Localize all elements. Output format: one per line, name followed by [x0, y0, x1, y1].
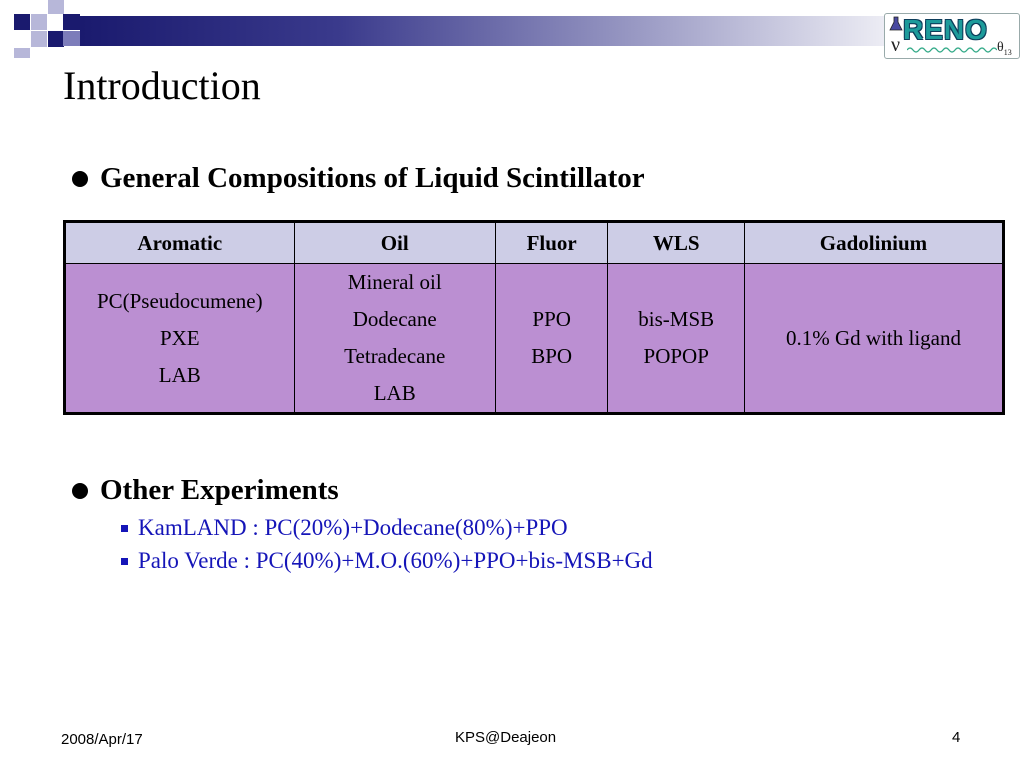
- cell-value: Mineral oil: [347, 270, 442, 294]
- slide-title: Introduction: [63, 63, 261, 108]
- experiment-palo-verde: Palo Verde : PC(40%)+M.O.(60%)+PPO+bis-MSB+Gd: [138, 548, 653, 573]
- bullet-dot-icon: [72, 483, 88, 499]
- cell-aromatic: [65, 264, 295, 414]
- flask-icon: [889, 16, 903, 32]
- experiment-kamland: KamLAND : PC(20%)+Dodecane(80%)+PPO: [138, 515, 568, 540]
- header-wls: WLS: [608, 222, 745, 264]
- cell-value: Dodecane: [352, 307, 437, 331]
- cell-oil: [294, 264, 495, 414]
- cell-value: PC(Pseudocumene): [96, 288, 263, 313]
- section-heading-compositions: [72, 162, 645, 195]
- cell-value: bis-MSB: [638, 307, 715, 331]
- list-item: [121, 548, 653, 574]
- decor-square: [31, 31, 47, 47]
- table-row: [65, 264, 1004, 414]
- list-item: [121, 515, 568, 541]
- logo-wordmark: RENO: [903, 14, 988, 45]
- header-gradient-band: [80, 16, 940, 46]
- cell-value: Tetradecane: [344, 344, 446, 368]
- cell-value: POPOP: [643, 344, 709, 368]
- header-aromatic: Aromatic: [65, 222, 295, 264]
- decor-square: [14, 14, 30, 30]
- page-number: 4: [952, 729, 961, 746]
- composition-table: [63, 220, 1005, 415]
- header-oil: Oil: [294, 222, 495, 264]
- logo-theta-symbol: $\theta_{13}$: [997, 40, 1012, 57]
- decor-square: [48, 0, 64, 14]
- decor-square: [14, 48, 30, 58]
- logo-nu-symbol: ν: [891, 34, 901, 56]
- section-heading-text: Other Experiments: [100, 474, 339, 506]
- decor-square: [31, 14, 47, 30]
- cell-gadolinium: [744, 264, 1003, 414]
- section-heading-experiments: [72, 474, 339, 507]
- cell-value: PPO: [532, 307, 571, 331]
- reno-logo: [884, 13, 1020, 59]
- cell-value: LAB: [373, 381, 416, 405]
- cell-value: 0.1% Gd with ligand: [786, 325, 961, 350]
- section-heading-text: General Compositions of Liquid Scintillator: [100, 162, 645, 194]
- footer-venue: KPS@Deajeon: [455, 729, 557, 746]
- cell-wls: [608, 264, 745, 414]
- square-bullet-icon: [121, 525, 128, 532]
- header-gadolinium: Gadolinium: [744, 222, 1003, 264]
- footer-date: 2008/Apr/17: [61, 731, 143, 748]
- header-fluor: Fluor: [495, 222, 608, 264]
- wave-icon: [907, 46, 997, 54]
- cell-fluor: [495, 264, 608, 414]
- square-bullet-icon: [121, 558, 128, 565]
- bullet-dot-icon: [72, 171, 88, 187]
- decor-square: [63, 14, 80, 30]
- cell-value: BPO: [531, 344, 573, 368]
- decor-square: [48, 31, 64, 47]
- cell-value: PXE: [159, 325, 200, 350]
- decor-square: [63, 31, 80, 46]
- table-header-row: [65, 222, 1004, 264]
- cell-value: LAB: [158, 362, 201, 387]
